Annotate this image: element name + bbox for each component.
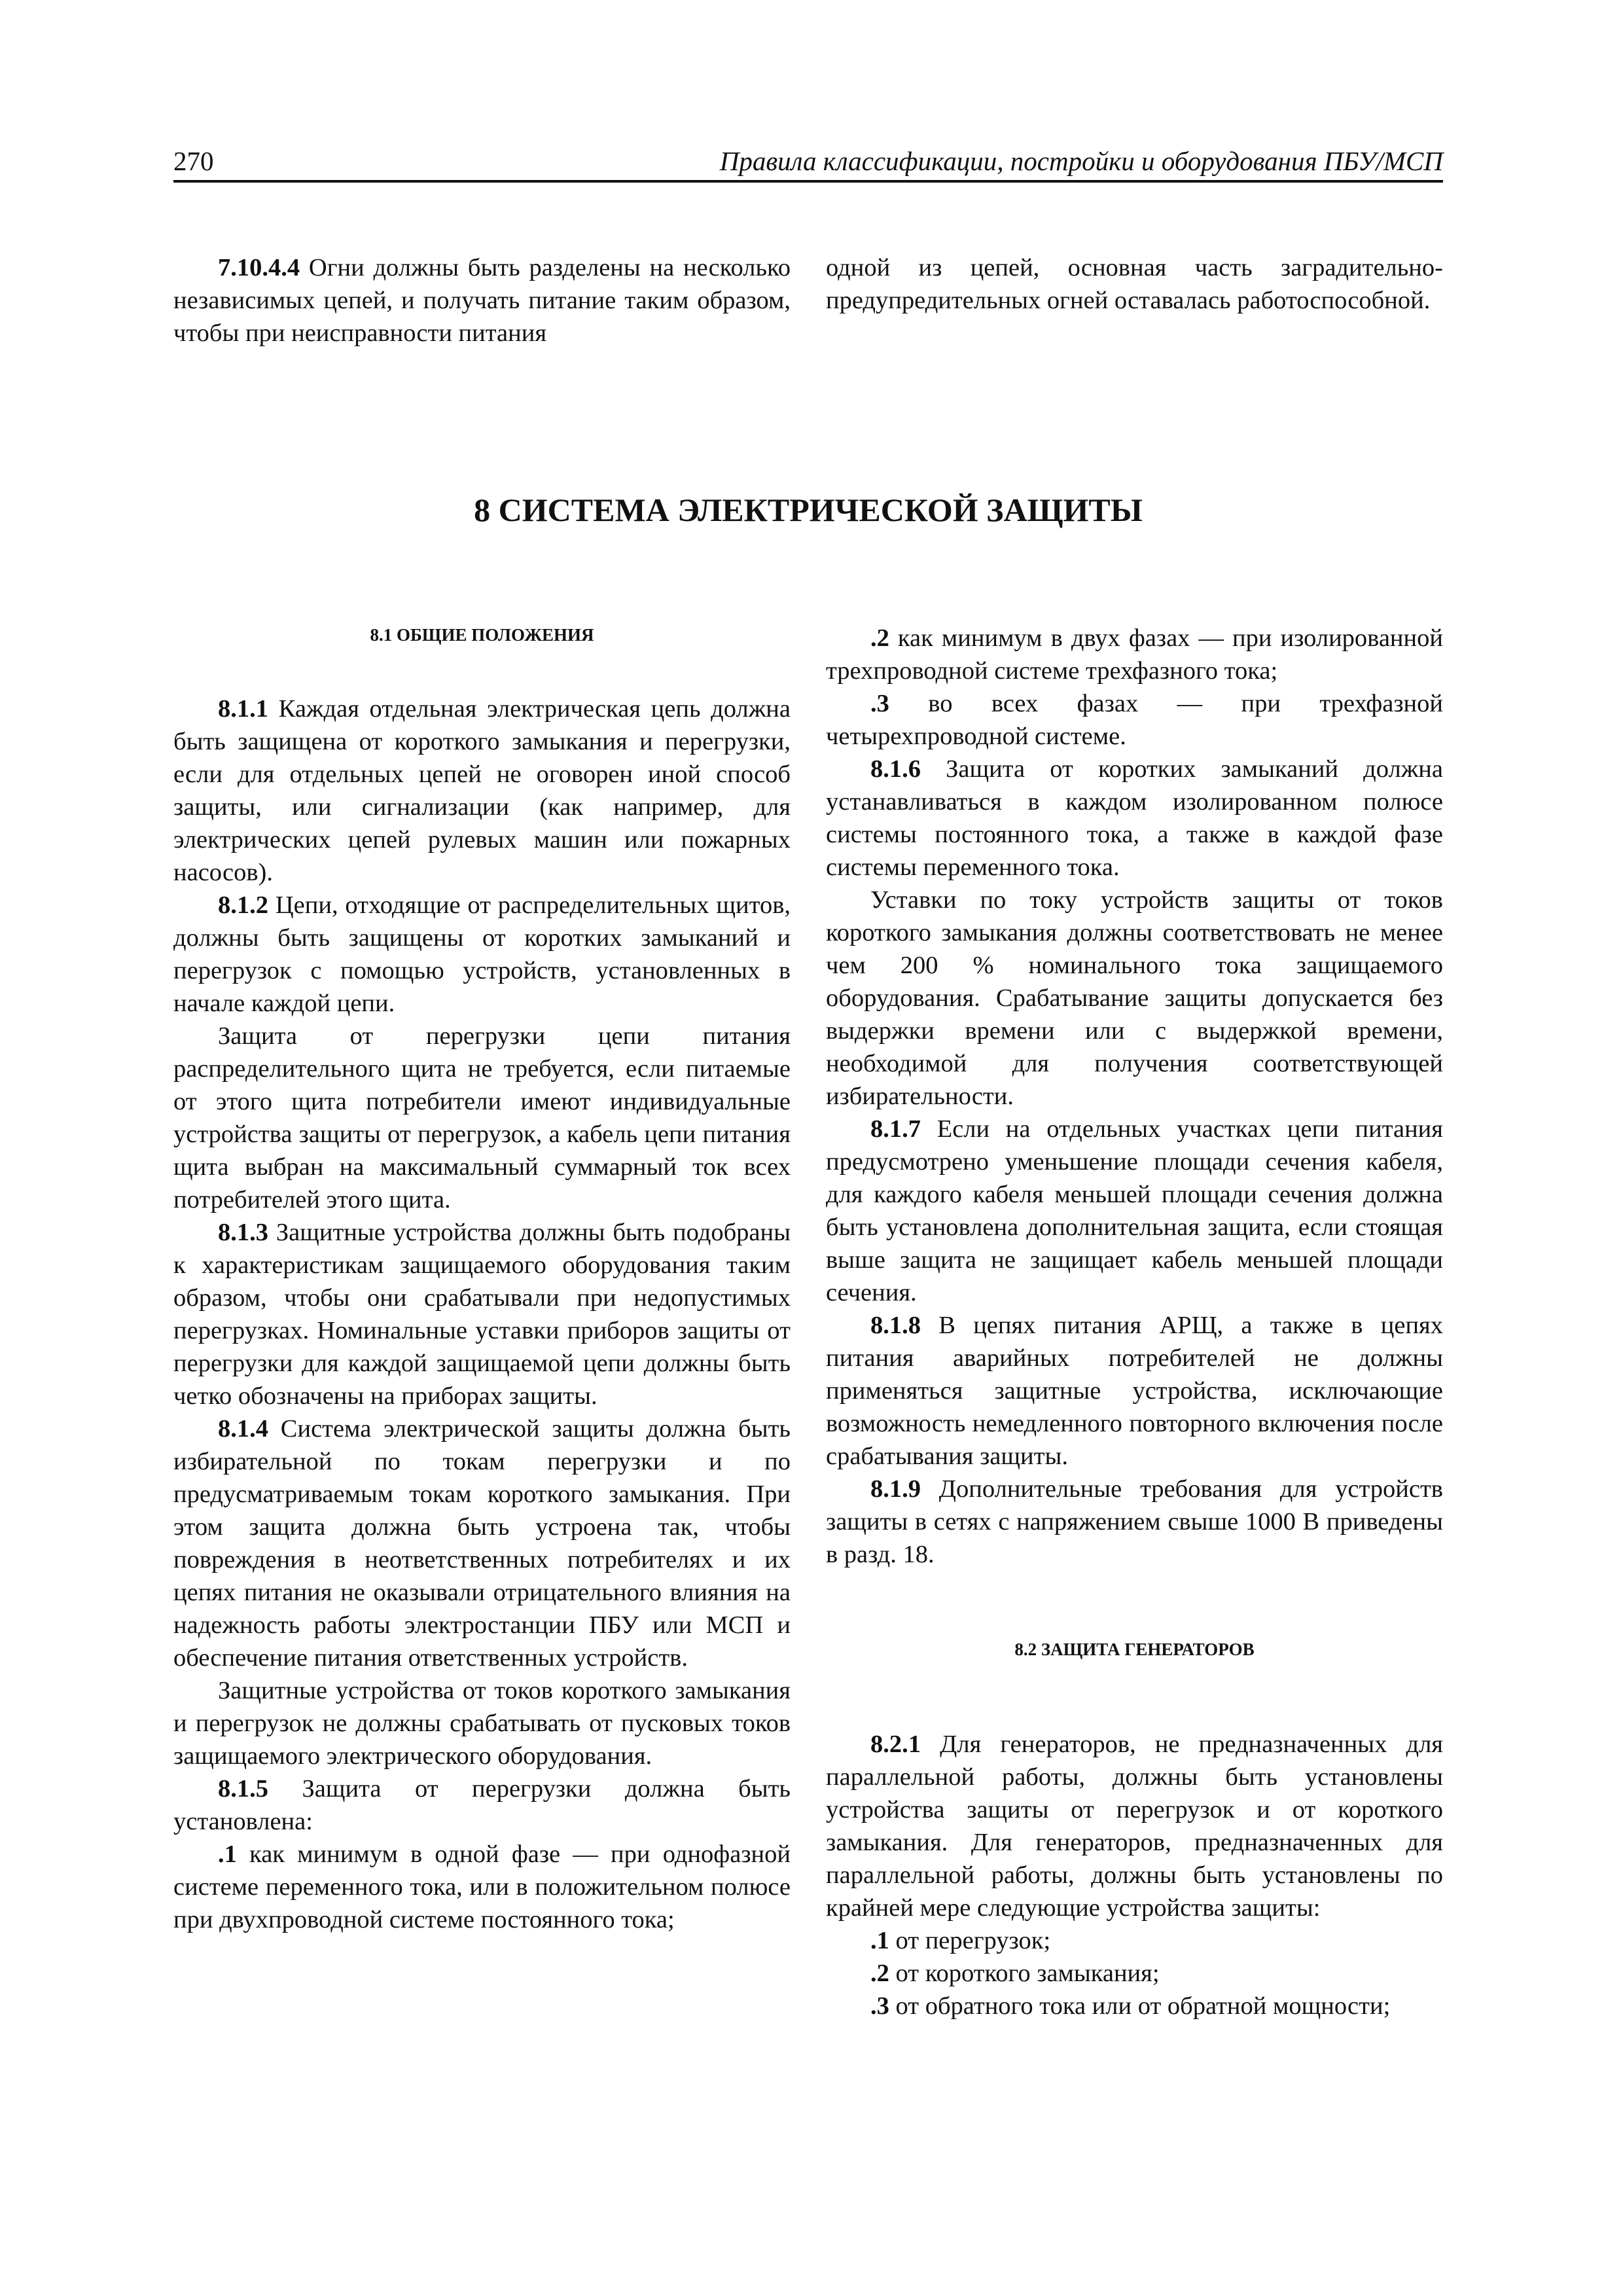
paragraph-text: В цепях питания АРЩ, а также в цепях питания аварийных потребителей не должны применяться защитные устройства, исключающие возможность немедленного повторного включения после срабатывания защиты.	[826, 1312, 1443, 1470]
left-column	[173, 622, 791, 1936]
paragraph-text: Защита от перегрузки должна быть установлена:	[173, 1775, 791, 1835]
paragraph-number: 8.1.1	[218, 695, 268, 723]
paragraph-number: 7.10.4.4	[218, 254, 300, 281]
item-text: как минимум в одной фазе — при однофазной системе переменного тока, или в положительном полюсе при двухпроводной системе постоянного тока;	[173, 1840, 791, 1933]
paragraph-text: Система электрической защиты должна быть избирательной по токам перегрузки и по предусматриваемым токам короткого замыкания. При этом защита должна быть устроена так, чтобы повреждения в неответственных потребителях и их цепях питания не оказывали отрицательного влияния на надежность работы электростанции ПБУ или МСП и обеспечение питания ответственных устройств.	[173, 1415, 791, 1672]
paragraph-text: одной из цепей, основная часть заградительно-предупредительных огней оставалась работоспособной.	[826, 254, 1443, 314]
paragraph-number: 8.1.8	[870, 1312, 921, 1339]
page-number: 270	[173, 146, 214, 176]
paragraph-8-1-7	[826, 1113, 1443, 1309]
chapter-title: 8 СИСТЕМА ЭЛЕКТРИЧЕСКОЙ ЗАЩИТЫ	[474, 492, 1143, 528]
paragraph-8-1-6	[826, 753, 1443, 884]
item-number: .3	[870, 690, 889, 717]
paragraph-text: Цепи, отходящие от распределительных щитов, должны быть защищены от коротких замыканий и перегрузок с помощью устройств, установленных в начале каждой цепи.	[173, 891, 791, 1017]
paragraph-8-1-3	[173, 1216, 791, 1412]
intro-left-column	[173, 251, 791, 350]
paragraph-text: Защита от коротких замыканий должна устанавливаться в каждом изолированном полюсе системы постоянного тока, а также в каждой фазе системы переменного тока.	[826, 755, 1443, 881]
paragraph-8-1-6-continued: Уставки по току устройств защиты от токов короткого замыкания должны соответствовать не менее чем 200 % номинального тока защищаемого оборудования. Срабатывание защиты допускается без выдержки времени или с выдержкой времени, необходимой для получения соответствующей избирательности.	[826, 886, 1443, 1110]
paragraph-8-1-2-continued: Защита от перегрузки цепи питания распределительного щита не требуется, если питаемые от этого щита потребители имеют индивидуальные устройства защиты от перегрузок, а кабель цепи питания щита выбран на максимальный суммарный ток всех потребителей этого щита.	[173, 1022, 791, 1213]
section-heading-8-2: 8.2 ЗАЩИТА ГЕНЕРАТОРОВ	[1014, 1640, 1255, 1659]
paragraph-8-1-2	[173, 889, 791, 1020]
item-number: .1	[218, 1840, 237, 1868]
paragraph-text: Каждая отдельная электрическая цепь должна быть защищена от короткого замыкания и перегрузки, если для отдельных цепей не оговорен иной способ защиты, или сигнализации (как например, для электрических цепей рулевых машин или пожарных насосов).	[173, 695, 791, 886]
section-heading-8-1: 8.1 ОБЩИЕ ПОЛОЖЕНИЯ	[370, 625, 594, 645]
paragraph-text: Дополнительные требования для устройств защиты в сетях с напряжением свыше 1000 В приведены в разд. 18.	[826, 1475, 1443, 1568]
paragraph-7-10-4-4-continued	[826, 251, 1443, 317]
item-number: .3	[870, 1992, 889, 2020]
list-item-8-2-1-3	[826, 1990, 1443, 2022]
paragraph-number: 8.1.9	[870, 1475, 921, 1503]
header-rule	[173, 180, 1443, 183]
paragraph-number: 8.1.7	[870, 1115, 921, 1143]
item-text: от короткого замыкания;	[889, 1960, 1160, 1987]
paragraph-8-1-4	[173, 1412, 791, 1674]
paragraph-8-1-4-continued: Защитные устройства от токов короткого замыкания и перегрузок не должны срабатывать от пусковых токов защищаемого электрического оборудования.	[173, 1677, 791, 1770]
item-text: от обратного тока или от обратной мощности;	[889, 1992, 1391, 2020]
paragraph-number: 8.1.2	[218, 891, 268, 919]
list-item-8-1-5-2	[826, 622, 1443, 687]
right-column	[826, 622, 1443, 2022]
paragraph-8-1-8	[826, 1309, 1443, 1473]
item-number: .1	[870, 1927, 889, 1954]
item-text: во всех фазах — при трехфазной четырехпроводной системе.	[826, 690, 1443, 750]
paragraph-number: 8.1.3	[218, 1219, 268, 1246]
paragraph-text: Для генераторов, не предназначенных для параллельной работы, должны быть установлены устройства защиты от перегрузок и от короткого замыкания. Для генераторов, предназначенных для параллельной работы, должны быть установлены по крайней мере следующие устройства защиты:	[826, 1731, 1443, 1922]
list-item-8-2-1-2	[826, 1957, 1443, 1990]
paragraph-number: 8.1.5	[218, 1775, 268, 1803]
list-item-8-1-5-1	[173, 1838, 791, 1936]
paragraph-8-2-1	[826, 1728, 1443, 1924]
page-header	[173, 143, 1443, 179]
intro-right-column	[826, 251, 1443, 317]
item-number: .2	[870, 1960, 889, 1987]
running-title: Правила классификации, постройки и оборудования ПБУ/МСП	[719, 146, 1443, 176]
paragraph-number: 8.1.4	[218, 1415, 268, 1443]
item-text: как минимум в двух фазах — при изолированной трехпроводной системе трехфазного тока;	[826, 624, 1443, 685]
paragraph-7-10-4-4	[173, 251, 791, 350]
paragraph-text: Огни должны быть разделены на несколько независимых цепей, и получать питание таким образом, чтобы при неисправности питания	[173, 254, 791, 347]
list-item-8-2-1-1	[826, 1924, 1443, 1957]
paragraph-text: Защитные устройства должны быть подобраны к характеристикам защищаемого оборудования таким образом, чтобы они срабатывали при недопустимых перегрузках. Номинальные уставки приборов защиты от перегрузки для каждой защищаемой цепи должны быть четко обозначены на приборах защиты.	[173, 1219, 791, 1410]
paragraph-number: 8.2.1	[870, 1731, 921, 1758]
paragraph-8-1-1	[173, 692, 791, 889]
paragraph-8-1-9	[826, 1473, 1443, 1571]
item-text: от перегрузок;	[889, 1927, 1051, 1954]
paragraph-number: 8.1.6	[870, 755, 921, 783]
paragraph-8-1-5	[173, 1772, 791, 1838]
item-number: .2	[870, 624, 889, 652]
paragraph-text: Если на отдельных участках цепи питания предусмотрено уменьшение площади сечения кабеля, для каждого кабеля меньшей площади сечения должна быть установлена дополнительная защита, если стоящая выше защита не защищает кабель меньшей площади сечения.	[826, 1115, 1443, 1306]
list-item-8-1-5-3	[826, 687, 1443, 753]
